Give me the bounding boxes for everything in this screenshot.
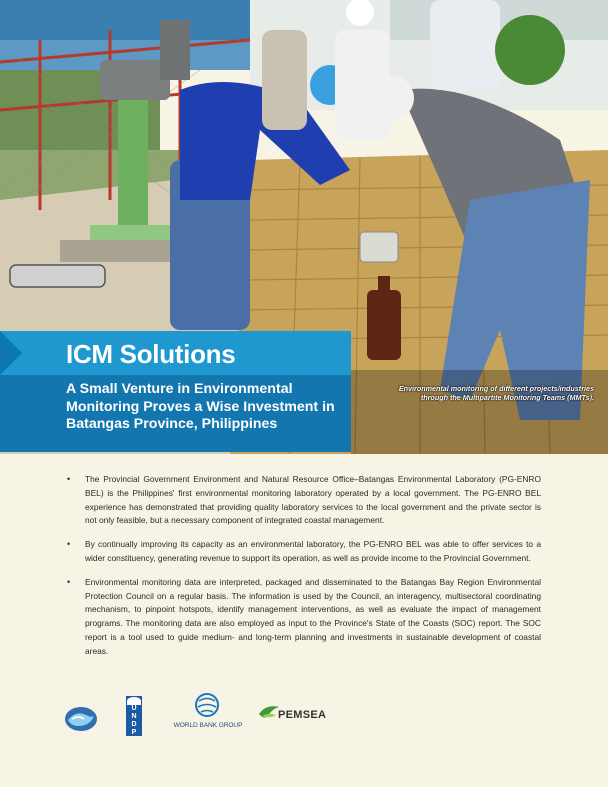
globe-icon [127,697,141,705]
list-item-text: Environmental monitoring data are interpreted, packaged and disseminated to the Batangas Bay Region Environmental Protection Council on a regular basis. The information is used by the Council, an interagency, multisectoral coordinating mechanism, to pinpoint hotspots, identify management interventions, as well as evaluate the impact of management programs. The monitoring data are also employed as input to the Province's State of the Coasts (SOC) report. The SOC report is a tool used to guide medium- and long-term planning and investments in sustainable development of coastal areas. [85,576,541,656]
list-item-text: By continually improving its capacity as an environmental laboratory, the PG-ENRO BEL was able to offer services to a wider constituency, generating revenue to support its operation, as well as provide income to the Provincial Government. [85,539,541,563]
bullet-icon: • [67,539,71,550]
partner-logos [64,690,364,740]
photo-caption-line-2: through the Multipartite Monitoring Teams (MMTs). [420,393,594,402]
undp-letter-d: D [131,721,137,728]
pemsea-leaf-icon [258,704,280,722]
list-item [67,473,541,528]
world-bank-globe-icon [194,692,220,718]
photo-caption [372,384,594,402]
undp-letter-n: N [131,713,137,720]
world-bank-label: WORLD BANK GROUP [173,722,243,729]
bullet-list [67,473,541,669]
bullet-icon: • [67,576,71,587]
list-item-text: The Provincial Government Environment and Natural Resource Office–Batangas Environmental Laboratory (PG-ENRO BEL) is the Philippines' first environmental monitoring laboratory operated by a local government. The PG-ENRO BEL experience has demonstrated that providing quality laboratory services to the local government and the private sector is not only feasible, but a necessary component of integrated coastal management. [85,474,541,526]
page-subtitle: A Small Venture in Environmental Monitoring Proves a Wise Investment in Batangas Province, Philippines [66,381,335,432]
pemsea-label: PEMSEA [278,709,327,721]
undp-letter-u: U [131,705,137,712]
list-item [67,538,541,566]
page-title: ICM Solutions [66,339,236,369]
gef-logo [64,706,98,732]
undp-letter-p: P [131,729,137,736]
bullet-icon: • [67,474,71,484]
chevron-icon [0,331,22,375]
photo-caption-line-1: Environmental monitoring of different projects/industries [398,384,594,393]
undp-logo [126,696,142,736]
list-item [67,576,541,659]
